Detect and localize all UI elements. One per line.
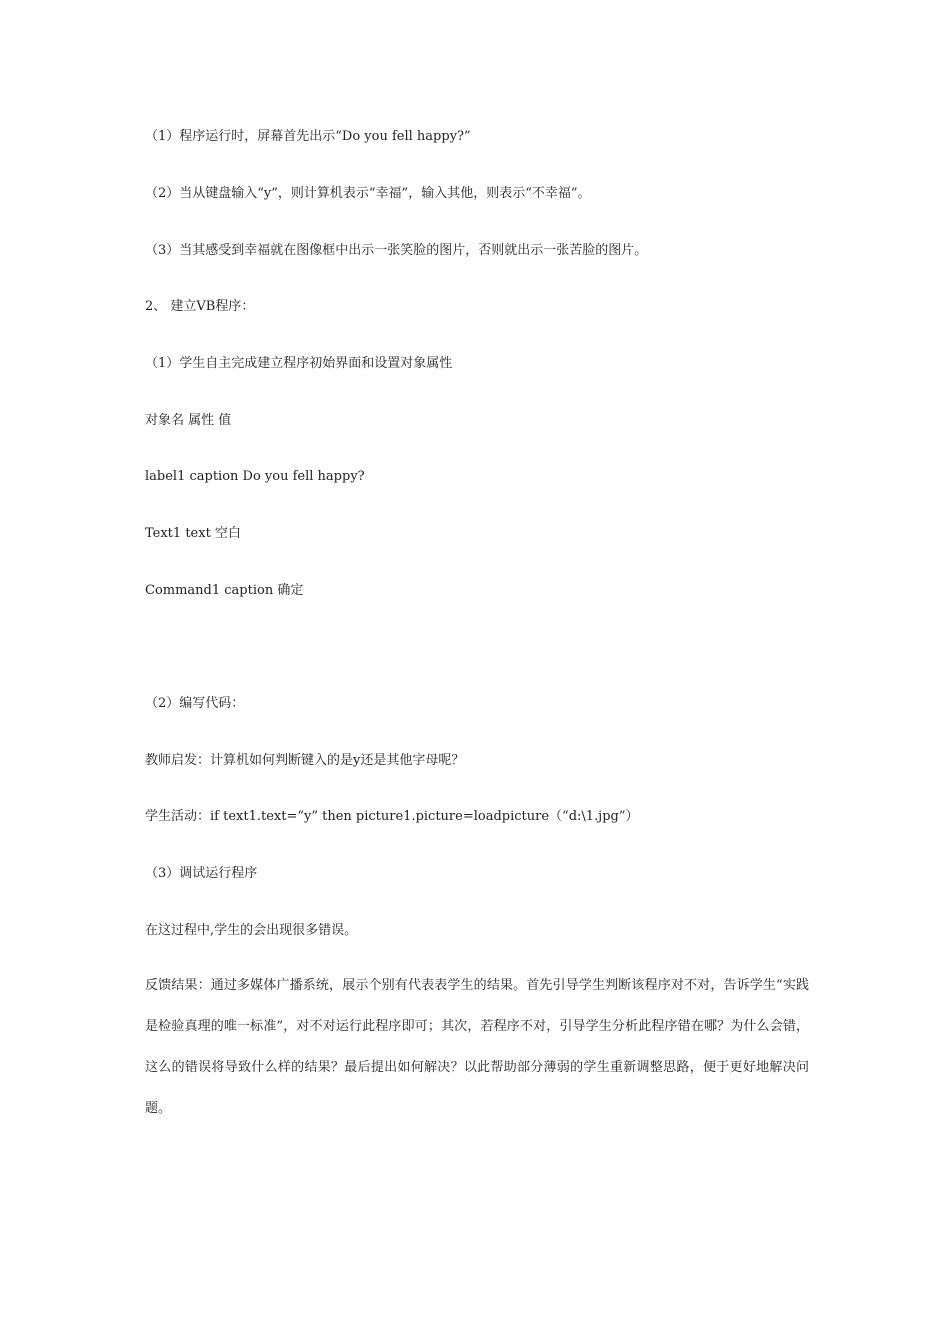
property-row-text1: Text1 text 空白	[145, 526, 241, 541]
section-heading-build-vb: 2、 建立VB程序：	[145, 299, 255, 314]
requirement-line-3: （3）当其感受到幸福就在图像框中出示一张笑脸的图片，否则就出示一张苦脸的图片。	[145, 243, 648, 258]
requirement-line-2: （2）当从键盘输入“y”，则计算机表示“幸福”，输入其他，则表示“不幸福”。	[145, 186, 591, 201]
teacher-prompt-line: 教师启发：计算机如何判断键入的是y还是其他字母呢？	[145, 753, 465, 768]
feedback-paragraph: 反馈结果：通过多媒体广播系统，展示个别有代表表学生的结果。首先引导学生判断该程序对不对，告诉学生“实践是检验真理的唯一标准”，对不对运行此程序即可；其次，若程序不对，引导学生分析此程序错在哪？为什么会错，这么的错误将导致什么样的结果？最后提出如何解决？以此帮助部分薄弱的学生重新调整思路，便于更好地解决问题。	[145, 978, 809, 1116]
property-row-command1: Command1 caption 确定	[145, 583, 304, 598]
error-note-line: 在这过程中,学生的会出现很多错误。	[145, 923, 358, 938]
step-1-line: （1）学生自主完成建立程序初始界面和设置对象属性	[145, 356, 453, 371]
student-activity-code-line: 学生活动：if text1.text=“y” then picture1.picture=loadpicture（“d:\1.jpg”）	[145, 809, 639, 824]
property-table-header: 对象名 属性 值	[145, 413, 232, 428]
requirement-line-1: （1）程序运行时，屏幕首先出示“Do you fell happy?”	[145, 129, 471, 144]
step-3-line: （3）调试运行程序	[145, 866, 258, 881]
property-row-label1: label1 caption Do you fell happy?	[145, 469, 365, 484]
step-2-line: （2）编写代码：	[145, 696, 245, 711]
